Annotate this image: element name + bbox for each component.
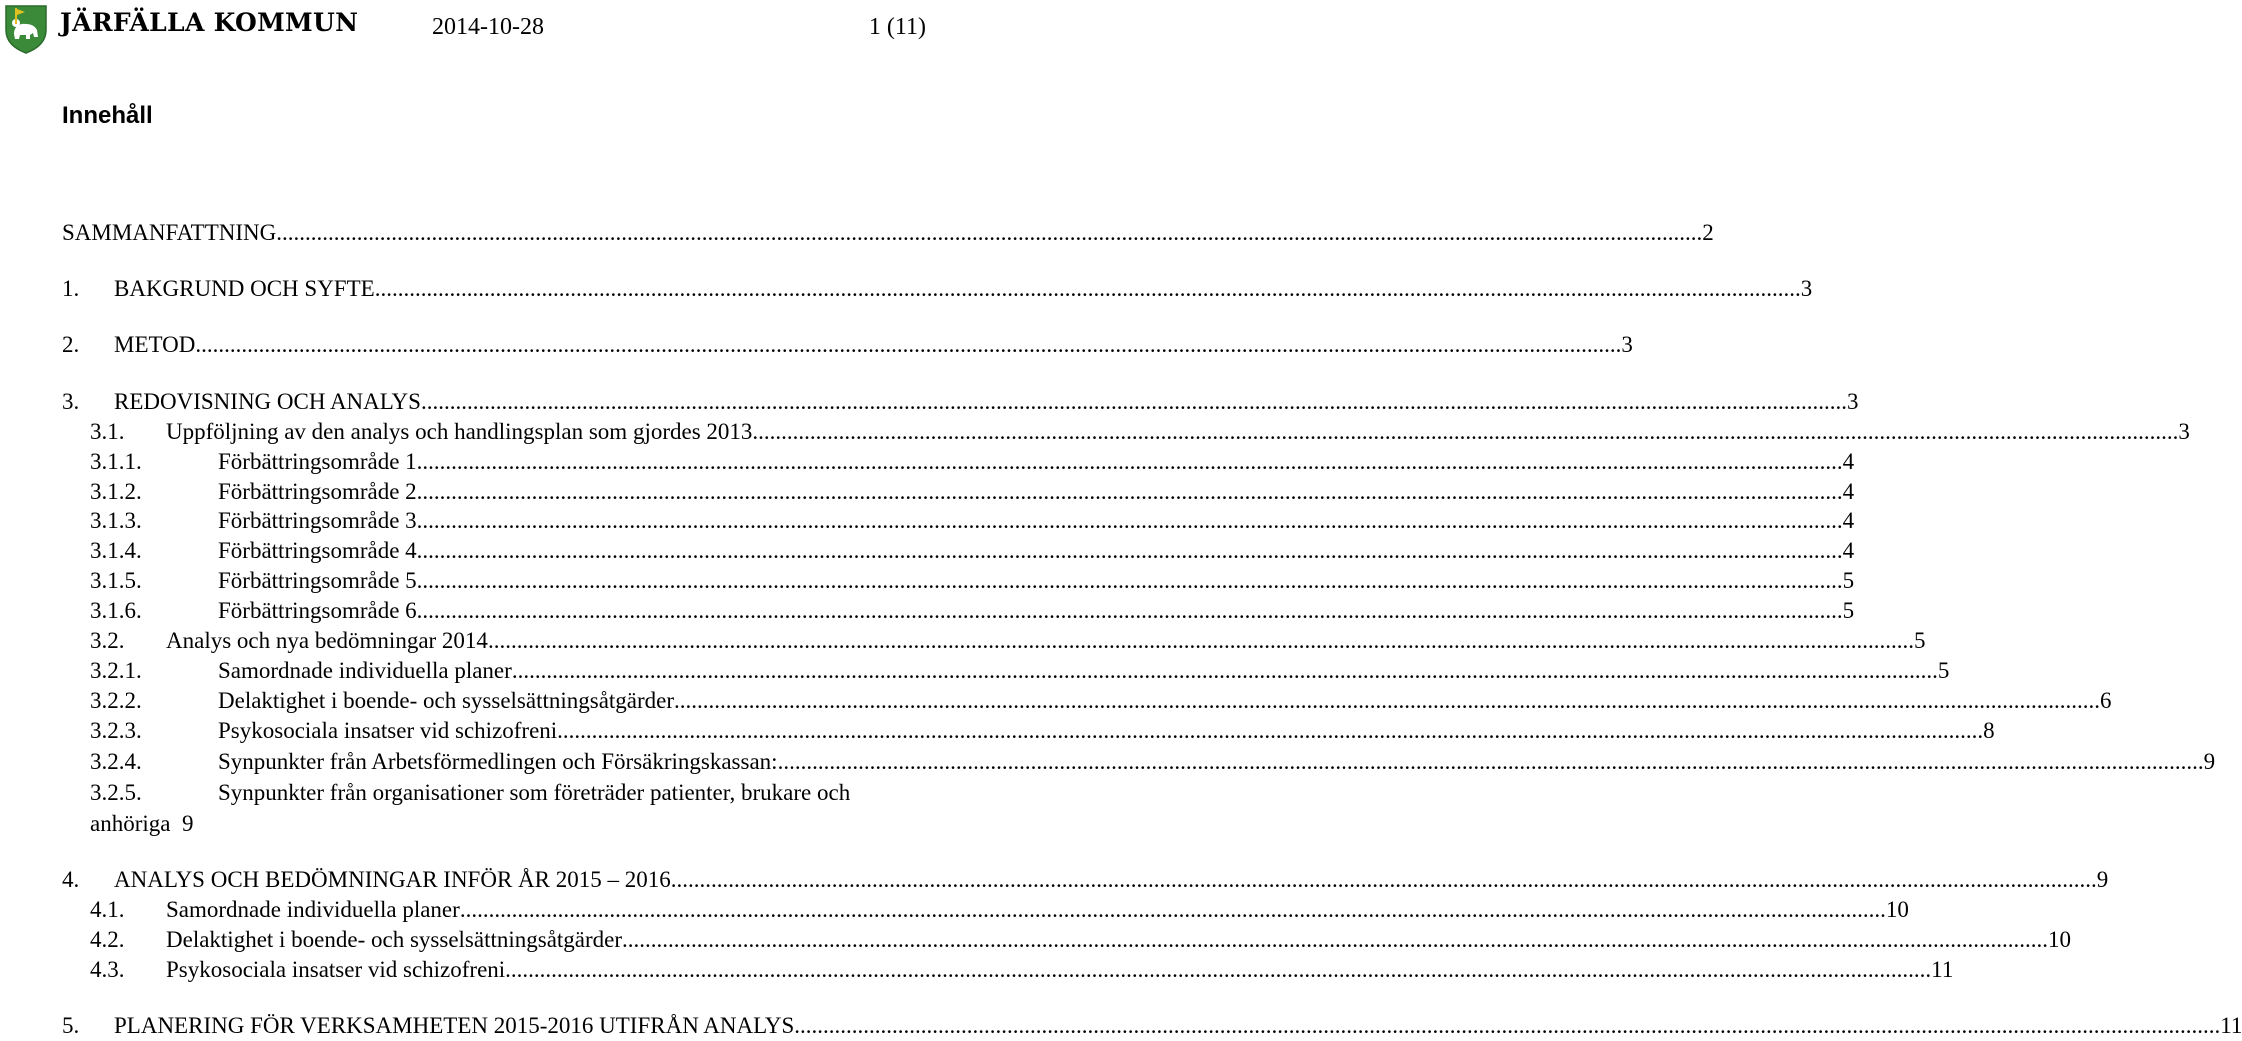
page-number: 1 (11) <box>868 14 926 40</box>
toc-entry-number: 3.1.3. <box>90 508 142 533</box>
toc-entry-text: Förbättringsområde 4 <box>218 538 417 563</box>
toc-entry-number: 3.1.4. <box>90 538 142 563</box>
toc-entry-number: 3.1.2. <box>90 479 142 504</box>
toc-entry-text: REDOVISNING OCH ANALYS <box>114 389 421 414</box>
toc-entry[interactable] <box>90 479 1855 507</box>
dot-leader <box>276 220 1702 246</box>
dot-leader <box>674 688 2100 714</box>
dot-leader <box>417 538 1843 564</box>
toc-entry-text: BAKGRUND OCH SYFTE <box>114 276 375 301</box>
toc-entry[interactable] <box>62 867 2109 895</box>
document-date: 2014-10-28 <box>432 14 544 40</box>
toc-entry-number: 3.1.5. <box>90 568 142 593</box>
toc-entry-text: Psykosociala insatser vid schizofreni <box>166 957 506 982</box>
toc-entry-page: 9 <box>2096 867 2109 892</box>
dot-leader <box>794 1013 2220 1039</box>
toc-entry-page: 6 <box>2100 688 2112 713</box>
toc-entry-page: 8 <box>1983 718 1995 743</box>
dot-leader <box>488 628 1914 654</box>
toc-entry[interactable] <box>90 749 2216 777</box>
toc-entry-number: 3.2.3. <box>90 718 142 743</box>
toc-entry-page: 4 <box>1842 538 1855 563</box>
toc-entry-text: Samordnade individuella planer <box>218 658 512 683</box>
toc-entry-text: Förbättringsområde 3 <box>218 508 417 533</box>
toc-entry-page: 9 <box>181 811 194 836</box>
toc-entry-page: 10 <box>2048 927 2072 952</box>
dot-leader <box>421 389 1847 415</box>
toc-entry-page: 5 <box>1937 658 1950 683</box>
toc-entry-text: PLANERING FÖR VERKSAMHETEN 2015-2016 UTIFRÅN ANALYS <box>114 1013 795 1038</box>
toc-entry-text: ANALYS OCH BEDÖMNINGAR INFÖR ÅR 2015 – 2016 <box>114 867 671 892</box>
dot-leader <box>622 927 2048 953</box>
toc-entry-number: 3.2.1. <box>90 658 142 683</box>
dot-leader <box>417 508 1843 534</box>
toc-entry-text: Uppföljning av den analys och handlingsplan som gjordes 2013 <box>166 419 753 444</box>
toc-entry-text: Psykosociala insatser vid schizofreni <box>218 718 558 743</box>
toc-entry-page: 9 <box>2203 749 2216 774</box>
toc-entry-text: Förbättringsområde 1 <box>218 449 417 474</box>
toc-entry[interactable] <box>90 658 1950 686</box>
toc-entry-text: Synpunkter från Arbetsförmedlingen och Försäkringskassan: <box>218 749 778 774</box>
toc-entry[interactable] <box>90 449 1855 477</box>
toc-entry[interactable] <box>62 220 1714 248</box>
dot-leader <box>417 479 1843 505</box>
toc-entry-page: 3 <box>1846 389 1859 414</box>
toc-entry-page: 3 <box>2178 419 2190 444</box>
toc-entry[interactable] <box>90 927 2072 955</box>
toc-entry-text: Förbättringsområde 5 <box>218 568 417 593</box>
toc-entry-number: 4. <box>62 867 80 892</box>
toc-entry-number: 3.1.6. <box>90 598 142 623</box>
dot-leader <box>752 419 2178 445</box>
toc-entry-text: SAMMANFATTNING <box>62 220 277 245</box>
toc-entry-page: 5 <box>1913 628 1926 653</box>
toc-entry[interactable] <box>90 538 1855 566</box>
toc-entry-text: Analys och nya bedömningar 2014 <box>166 628 488 653</box>
toc-entry-page: 4 <box>1842 508 1855 533</box>
toc-entry[interactable] <box>90 780 954 839</box>
toc-entry[interactable] <box>90 897 1909 925</box>
toc-entry-text: Förbättringsområde 2 <box>218 479 417 504</box>
toc-entry-text: Förbättringsområde 6 <box>218 598 417 623</box>
toc-entry-page: 3 <box>1621 332 1633 357</box>
dot-leader <box>375 276 1801 302</box>
toc-entry-page: 5 <box>1842 598 1855 623</box>
toc-entry-number: 3.1.1. <box>90 449 142 474</box>
toc-entry-page: 11 <box>1931 957 1954 982</box>
toc-entry[interactable] <box>62 332 1633 360</box>
toc-entry[interactable] <box>90 718 1995 746</box>
dot-leader <box>460 897 1886 923</box>
toc-entry[interactable] <box>90 688 2112 716</box>
toc-entry-text: Delaktighet i boende- och sysselsättningsåtgärder <box>218 688 675 713</box>
toc-entry-number: 3.2. <box>90 628 125 653</box>
toc-entry[interactable] <box>62 1013 2242 1041</box>
toc-entry-page: 4 <box>1842 449 1855 474</box>
toc-entry-page: 4 <box>1842 479 1855 504</box>
toc-entry-number: 3.2.2. <box>90 688 142 713</box>
toc-entry[interactable] <box>62 389 1859 417</box>
toc-entry-text: Delaktighet i boende- och sysselsättningsåtgärder <box>166 927 623 952</box>
toc-entry[interactable] <box>90 419 2190 447</box>
dot-leader <box>557 718 1983 744</box>
toc-entry-number: 5. <box>62 1013 80 1038</box>
toc-entry-number: 1. <box>62 276 80 301</box>
dot-leader <box>417 568 1843 594</box>
toc-entry-number: 3.2.4. <box>90 749 142 774</box>
toc-entry-number: 4.1. <box>90 897 125 922</box>
dot-leader <box>417 598 1843 624</box>
toc-entry-number: 4.3. <box>90 957 125 982</box>
toc-entry[interactable] <box>90 568 1855 596</box>
toc-entry-text: METOD <box>114 332 196 357</box>
toc-title: Innehåll <box>62 102 153 129</box>
toc-entry-page: 10 <box>1885 897 1909 922</box>
toc-entry-number: 3.2.5. <box>90 780 142 805</box>
dot-leader <box>505 957 1931 983</box>
toc-entry[interactable] <box>62 276 1813 304</box>
toc-entry-number: 3.1. <box>90 419 125 444</box>
dot-leader <box>778 749 2204 775</box>
toc-entry[interactable] <box>90 628 1926 656</box>
organization-logotype: JÄRFÄLLA KOMMUN <box>60 8 359 37</box>
toc-entry-number: 4.2. <box>90 927 125 952</box>
dot-leader <box>195 332 1621 358</box>
toc-entry-page: 5 <box>1842 568 1855 593</box>
toc-entry-text: Synpunkter från organisationer som företräder patienter, brukare och <box>218 780 851 805</box>
toc-entry-page: 2 <box>1702 220 1714 245</box>
toc-entry-page: 11 <box>2220 1013 2242 1038</box>
toc-entry[interactable] <box>90 957 1954 985</box>
toc-entry-page: 3 <box>1800 276 1813 301</box>
dot-leader <box>417 449 1843 475</box>
toc-entry[interactable] <box>90 598 1855 626</box>
toc-entry-text: Samordnade individuella planer <box>166 897 460 922</box>
toc-entry-number: 3. <box>62 389 80 414</box>
dot-leader <box>512 658 1938 684</box>
toc-entry-text-continued: anhöriga <box>90 811 171 836</box>
toc-entry[interactable] <box>90 508 1855 536</box>
dot-leader <box>671 867 2097 893</box>
toc-entry-number: 2. <box>62 332 80 357</box>
